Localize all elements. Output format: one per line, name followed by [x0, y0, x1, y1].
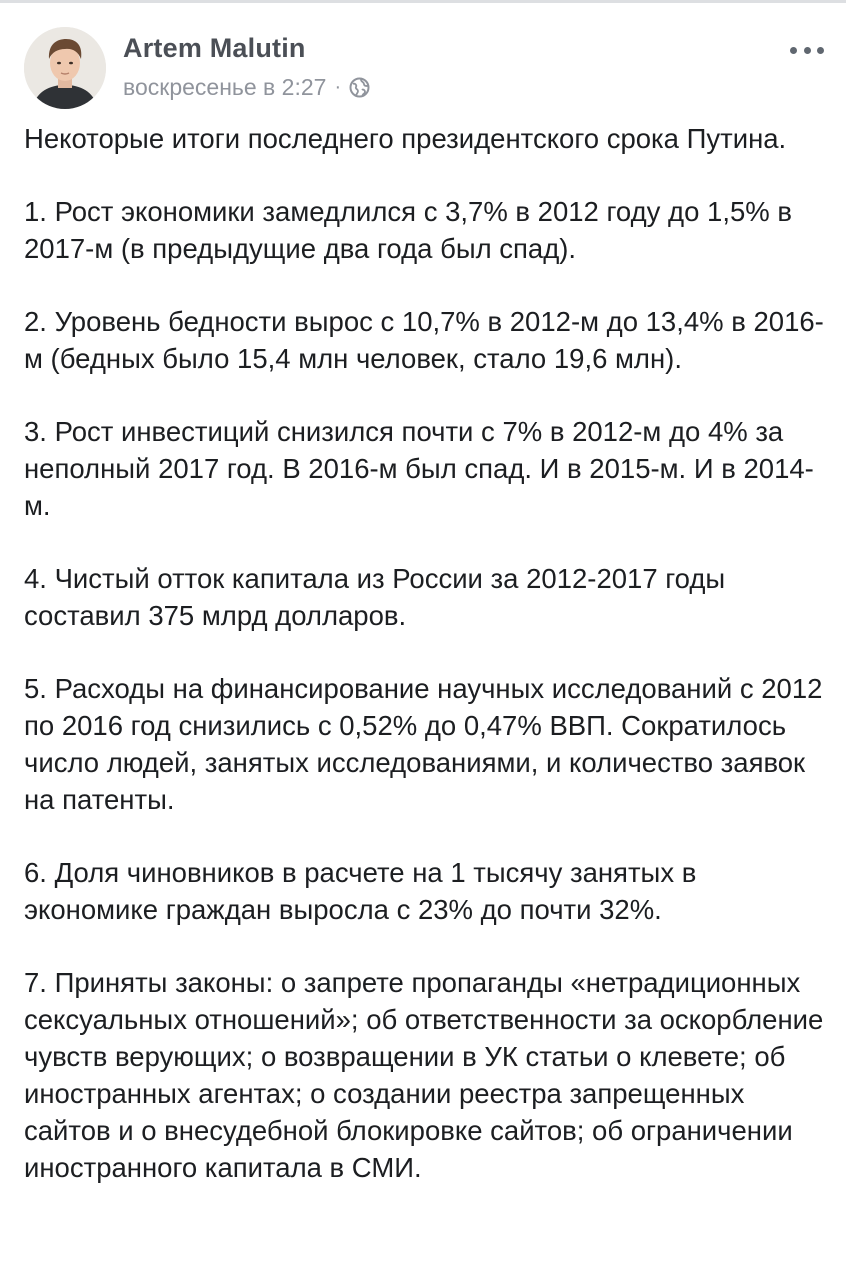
post-paragraph-4: 4. Чистый отток капитала из России за 2012-2017 годы составил 375 млрд долларов.	[24, 563, 726, 631]
post-meta	[123, 72, 370, 102]
top-divider	[0, 0, 846, 3]
post-body	[24, 120, 829, 1222]
post-paragraph-6: 6. Доля чиновников в расчете на 1 тысячу занятых в экономике граждан выросла с 23% до почти 32%.	[24, 857, 697, 925]
author-name[interactable]: Artem Malutin	[123, 33, 306, 63]
meta-separator: ·	[334, 75, 342, 98]
post-header	[24, 27, 824, 112]
post-paragraph-5: 5. Расходы на финансирование научных исследований с 2012 по 2016 год снизились с 0,52% до 0,47% ВВП. Сократилось число людей, занятых исследованиями, и количество заявок на патенты.	[24, 673, 823, 815]
post-paragraph-3: 3. Рост инвестиций снизился почти с 7% в 2012-м до 4% за неполный 2017 год. В 2016-м был спад. И в 2015-м. И в 2014-м.	[24, 416, 814, 521]
more-options-icon[interactable]	[790, 43, 824, 57]
post-paragraph-7: 7. Приняты законы: о запрете пропаганды «нетрадиционных сексуальных отношений»; об ответственности за оскорбление чувств верующих; о возвращении в УК статьи о клевете; об иностранных агентах; о создании реестра запрещенных сайтов и о внесудебной блокировке сайтов; об ограничении иностранного капитала в СМИ.	[24, 967, 824, 1183]
post-paragraph-2: 2. Уровень бедности вырос с 10,7% в 2012-м до 13,4% в 2016-м (бедных было 15,4 млн человек, стало 19,6 млн).	[24, 306, 824, 374]
post-timestamp[interactable]: воскресенье в 2:27	[123, 73, 327, 100]
author-avatar[interactable]	[24, 27, 106, 109]
globe-icon[interactable]	[349, 77, 370, 98]
post-paragraph-1: 1. Рост экономики замедлился с 3,7% в 2012 году до 1,5% в 2017-м (в предыдущие два года был спад).	[24, 196, 792, 264]
post-paragraph-intro: Некоторые итоги последнего президентского срока Путина.	[24, 123, 787, 154]
